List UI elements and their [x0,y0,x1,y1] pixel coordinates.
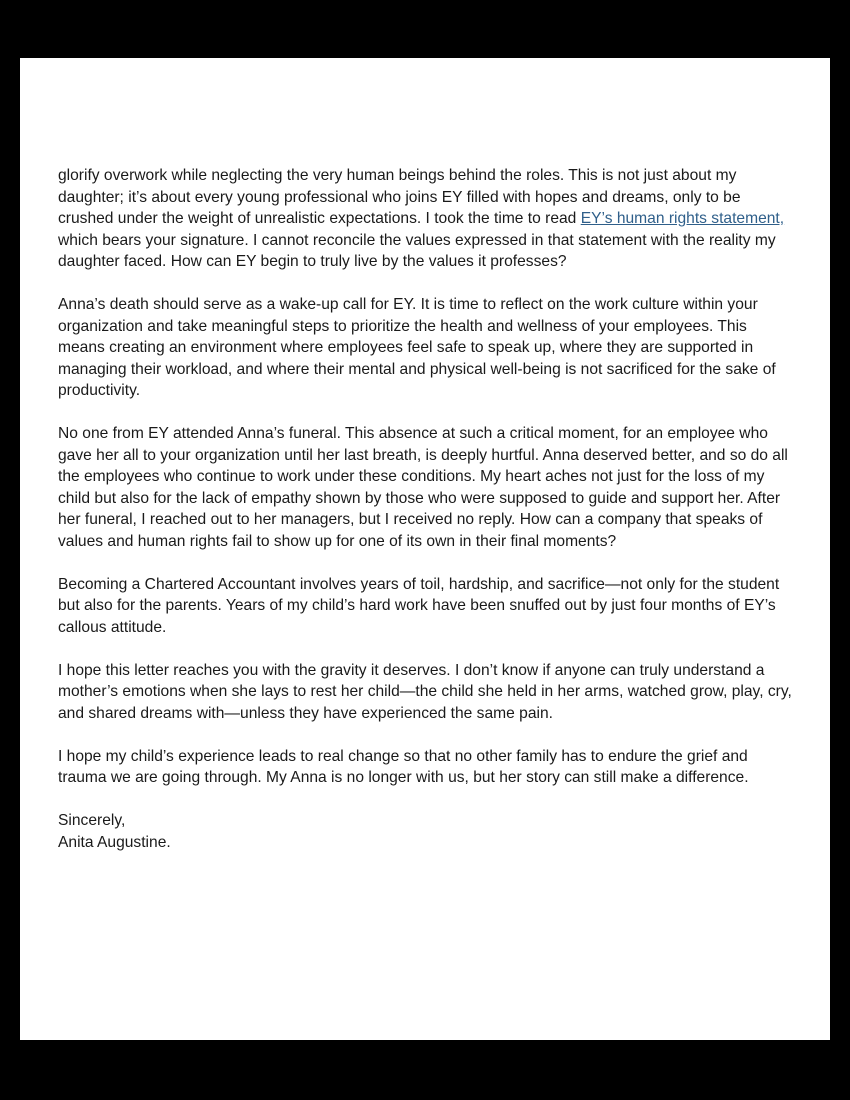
letter-page [20,58,830,1040]
signature-name: Anita Augustine. [58,833,171,851]
closing-line: Sincerely, [58,812,126,829]
paragraph-5: I hope this letter reaches you with the gravity it deserves. I don’t know if anyone can truly understand a mother’s emotions when she lays to rest her child—the child she held in her arms, watched grow, play, cry, and shared dreams with—unless they have experienced the same pain. [58,661,792,722]
paragraph-1 [58,165,793,273]
paragraph-1-text-start: glorify overwork while neglecting the very human beings behind the roles. This is not just about my daughter; it’s about every young professional who joins EY filled with hopes and dreams, only to be crushed under the weight of unrealistic expectations. I took the time to read [58,167,741,227]
paragraph-2: Anna’s death should serve as a wake-up call for EY. It is time to reflect on the work culture within your organization and take meaningful steps to prioritize the health and wellness of your employees. This means creating an environment where employees feel safe to speak up, where they are supported in managing their workload, and where their mental and physical well-being is not sacrificed for the sake of productivity. [58,296,776,399]
letter-body [58,165,793,853]
human-rights-statement-link[interactable]: EY’s human rights statement, [580,210,785,227]
paragraph-1-text-end: which bears your signature. I cannot reconcile the values expressed in that statement with the reality my daughter faced. How can EY begin to truly live by the values it professes? [58,231,776,270]
paragraph-4: Becoming a Chartered Accountant involves years of toil, hardship, and sacrifice—not only for the student but also for the parents. Years of my child’s hard work have been snuffed out by just four months of EY’s callous attitude. [58,575,780,636]
paragraph-6: I hope my child’s experience leads to real change so that no other family has to endure the grief and trauma we are going through. My Anna is no longer with us, but her story can still make a difference. [58,747,749,786]
paragraph-3: No one from EY attended Anna’s funeral. This absence at such a critical moment, for an employee who gave her all to your organization until her last breath, is deeply hurtful. Anna deserved better, and so do all the employees who continue to work under these conditions. My heart aches not just for the loss of my child but also for the lack of empathy shown by those who were supposed to guide and support her. After her funeral, I reached out to her managers, but I received no reply. How can a company that speaks of values and human rights fail to show up for one of its own in their final moments? [58,425,788,550]
